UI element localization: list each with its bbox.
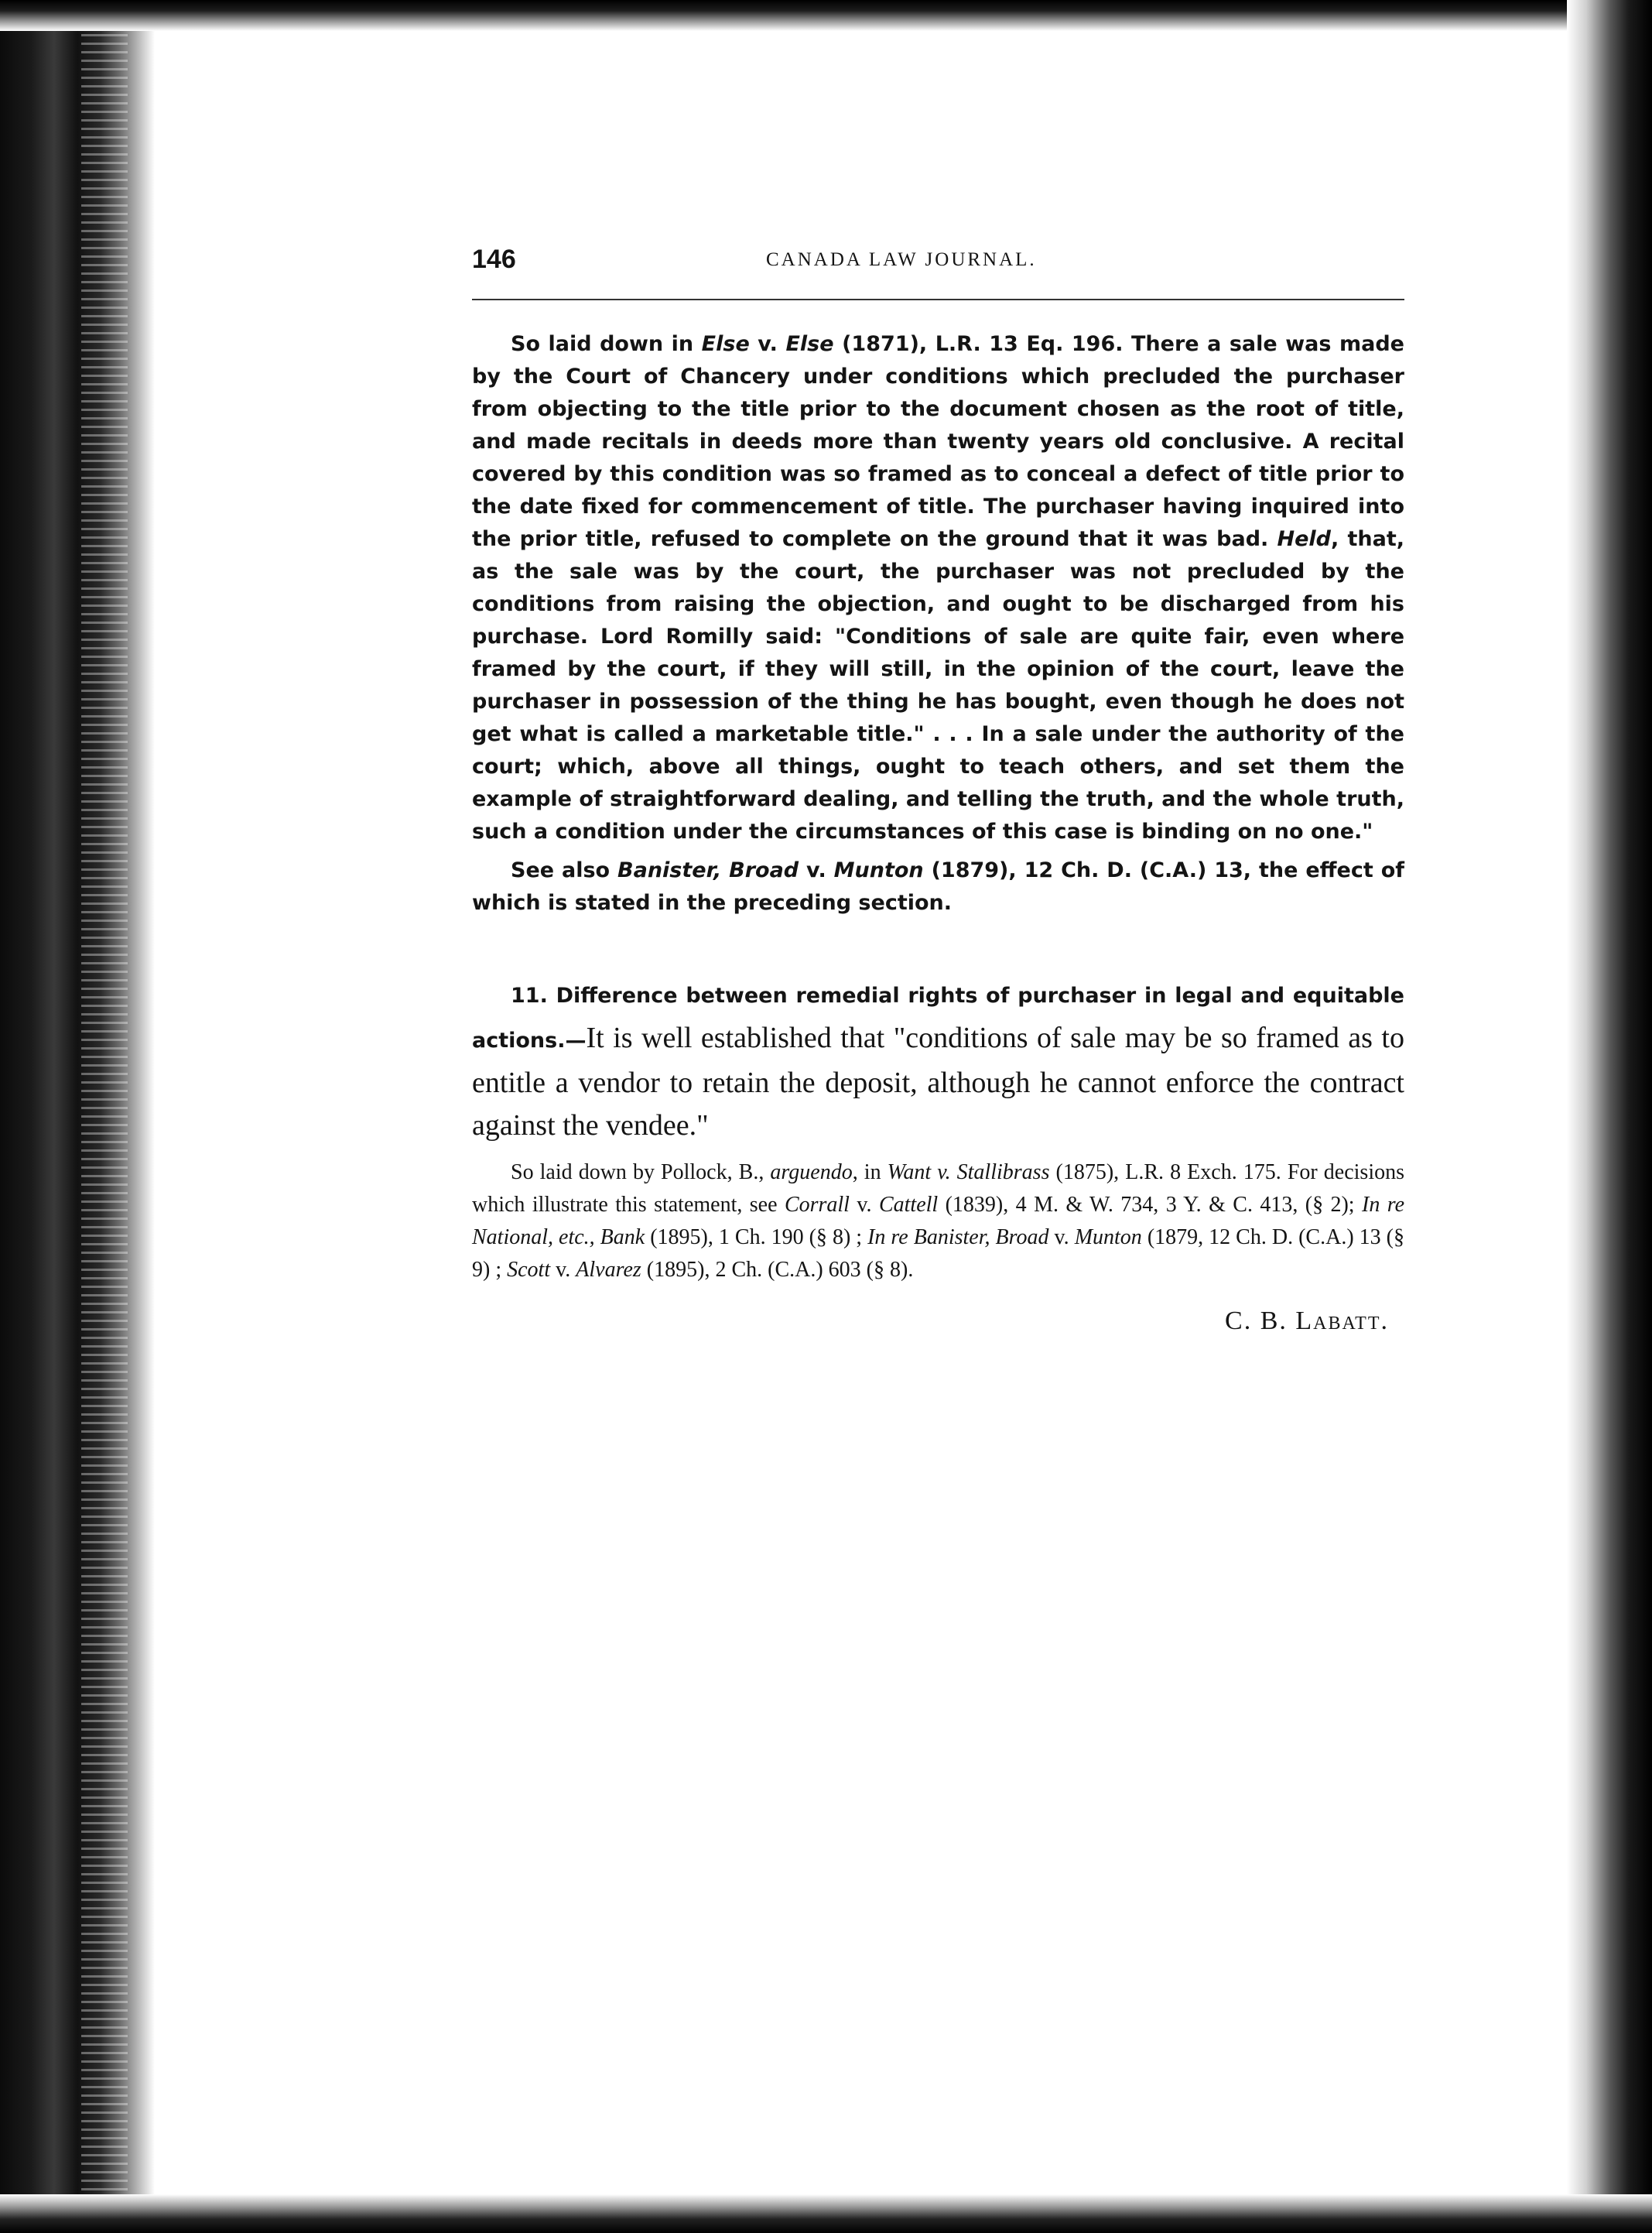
held-word: Held — [1277, 527, 1332, 551]
section-11-paragraph — [472, 972, 1404, 1147]
scan-top-edge — [0, 0, 1652, 31]
p3-text: (1839), 4 M. & W. 734, 3 Y. & C. 413, (§ 2); — [938, 1193, 1362, 1217]
scan-bottom-edge — [0, 2194, 1652, 2233]
p3-text: (1895), 1 Ch. 190 (§ 8) ; — [645, 1225, 868, 1249]
paragraph-citations — [472, 1156, 1404, 1286]
p3-text: v. — [550, 1258, 576, 1282]
p3-text: (1875), L.R. 8 Exch. 175. For decisions which illustrate this statement, see — [472, 1160, 1405, 1217]
paragraph-see-also — [472, 854, 1404, 920]
scan-binding-edge — [0, 0, 155, 2233]
case-name: Alvarez — [576, 1258, 641, 1282]
case-name: Else — [701, 332, 750, 356]
journal-page — [472, 232, 1405, 1335]
header-rule — [472, 299, 1404, 300]
paragraph-else-v-else — [472, 328, 1404, 848]
body-text — [472, 328, 1404, 1336]
p3-text: (1895), 2 Ch. (C.A.) 603 (§ 8). — [641, 1258, 914, 1282]
case-name: In re National, etc., Bank — [472, 1193, 1405, 1249]
scan-right-edge — [1567, 0, 1652, 2233]
p1-text: (1871), L.R. 13 Eq. 196. There a sale was made by the Court of Chancery under conditions which precluded the purchaser from objecting to the title prior to the document chosen as the root of title, and made recitals in deeds more than twenty years old conclusive. A recital covered by this condition was so framed as to conceal a defect of title prior to the date fixed for commencement of title. The purchaser having inquired into the prior title, refused to complete on the ground that it was bad. — [472, 332, 1404, 551]
p3-text: (1879, 12 Ch. D. (C.A.) 13 (§ 9) ; — [472, 1225, 1404, 1282]
case-name: Corrall — [784, 1193, 850, 1217]
page-number: 146 — [472, 245, 516, 274]
section-heading: 11. Difference between remedial rights of purchaser in legal and equitable actions.— — [472, 984, 1404, 1053]
case-name: Else — [785, 332, 834, 356]
section-quote: It is well established that "conditions of sale may be so framed as to entitle a vendor to retain the deposit, although he cannot enforce the contract against the vendee." — [472, 1022, 1404, 1142]
p3-text: So laid down by Pollock, B., — [511, 1160, 771, 1184]
running-head — [472, 232, 1404, 279]
p1-text: v. — [749, 332, 786, 356]
case-name: Scott — [507, 1258, 551, 1282]
p2-text: (1879), 12 Ch. D. (C.A.) 13, the effect of which is stated in the preceding section. — [472, 858, 1404, 915]
p3-text: v. — [1048, 1225, 1075, 1249]
case-name: In re Banister, Broad — [867, 1225, 1049, 1249]
journal-title: CANADA LAW JOURNAL. — [766, 249, 1037, 270]
p1-text: , that, as the sale was by the court, the purchaser was not precluded by the conditions from raising the objection, and ought to be discharged from his purchase. Lord Romilly said: "Conditions of sale are quite fair, even where framed by the court, if they will still, in the opinion of the court, leave the purchaser in possession of the thing he has bought, even though he does not get what is called a marketable title." . . . In a sale under the authority of the court; which, above all things, ought to teach others, and set them the example of straightforward dealing, and telling the truth, and the whole truth, such a condition under the circumstances of this case is binding on no one." — [472, 527, 1405, 844]
p2-text: v. — [799, 858, 834, 882]
case-name: Munton — [1074, 1225, 1142, 1249]
section-11 — [472, 972, 1404, 1336]
p1-text: So laid down in — [511, 332, 702, 356]
latin-term: arguendo — [770, 1160, 853, 1184]
p3-text: v. — [849, 1193, 879, 1217]
p2-text: See also — [511, 858, 618, 882]
case-name: Banister, Broad — [617, 858, 799, 882]
case-name: Cattell — [878, 1193, 939, 1217]
case-name: Want v. Stallibrass — [887, 1160, 1050, 1184]
author-signature: C. B. Labatt. — [1225, 1307, 1389, 1335]
p3-text: , in — [852, 1160, 888, 1184]
case-name: Munton — [833, 858, 924, 882]
